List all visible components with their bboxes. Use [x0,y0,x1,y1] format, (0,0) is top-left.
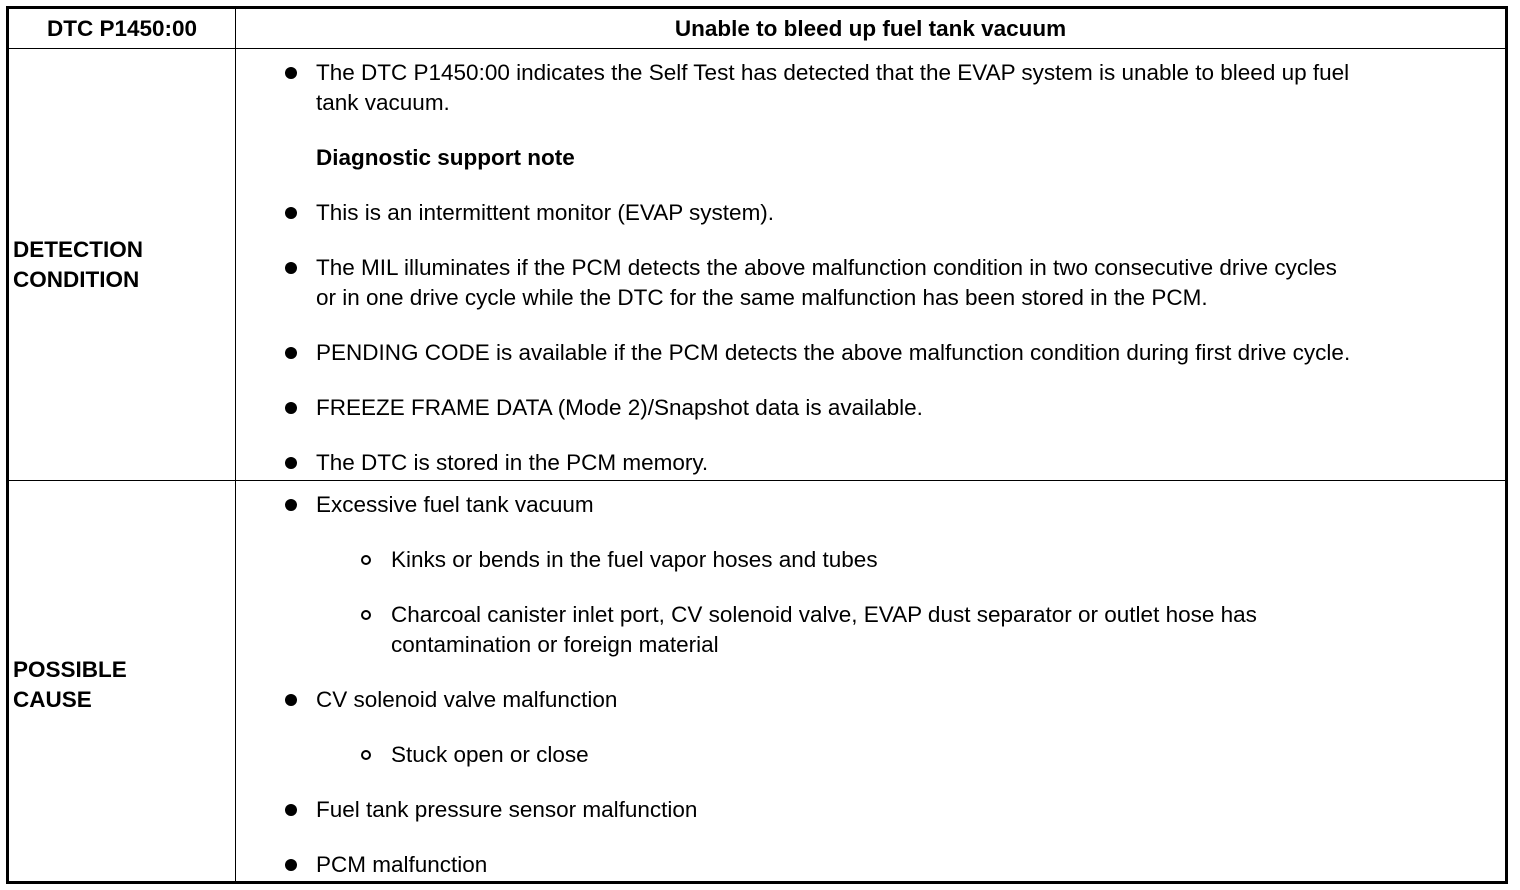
cause-item-2: CV solenoid valve malfunction [316,687,618,712]
detection-item-4-line2: or in one drive cycle while the DTC for the same malfunction has been stored in the PCM. [316,285,1208,310]
cause-subitem-1: Kinks or bends in the fuel vapor hoses and tubes [391,547,878,572]
bullet-icon [285,804,297,816]
bullet-icon [285,67,297,79]
bullet-icon [285,457,297,469]
bullet-icon [285,262,297,274]
cause-item-1: Excessive fuel tank vacuum [316,492,594,517]
detection-item-5: PENDING CODE is available if the PCM detects the above malfunction condition during first drive cycle. [316,340,1351,365]
cause-item-3: Fuel tank pressure sensor malfunction [316,797,698,822]
detection-item-4-line1: The MIL illuminates if the PCM detects the above malfunction condition in two consecutive drive cycles [316,255,1337,280]
bullet-icon [285,207,297,219]
row-divider [9,480,1505,481]
cause-subitem-3: Stuck open or close [391,742,589,767]
bullet-icon [285,347,297,359]
cause-item-4: PCM malfunction [316,852,488,877]
detection-item-3: This is an intermittent monitor (EVAP system). [316,200,775,225]
dtc-code-header: DTC P1450:00 [46,16,198,41]
sub-bullet-icon [361,610,371,620]
bullet-icon [285,859,297,871]
possible-cause-label: POSSIBLE CAUSE [13,657,127,712]
bullet-icon [285,694,297,706]
sub-bullet-icon [361,750,371,760]
diagnostic-support-note-heading: Diagnostic support note [316,145,575,170]
detection-item-1-line1: The DTC P1450:00 indicates the Self Test has detected that the EVAP system is unable to bleed up fuel [316,60,1350,85]
dtc-table [6,6,1508,884]
bullet-icon [285,402,297,414]
detection-condition-label: DETECTION CONDITION [13,237,144,292]
cause-subitem-2-line1: Charcoal canister inlet port, CV solenoid valve, EVAP dust separator or outlet hose has [391,602,1257,627]
sub-bullet-icon [361,555,371,565]
column-divider [235,9,236,881]
dtc-title-header: Unable to bleed up fuel tank vacuum [674,16,1067,41]
bullet-icon [285,499,297,511]
cause-subitem-2-line2: contamination or foreign material [391,632,719,657]
detection-item-7: The DTC is stored in the PCM memory. [316,450,709,475]
detection-item-6: FREEZE FRAME DATA (Mode 2)/Snapshot data is available. [316,395,923,420]
detection-item-1-line2: tank vacuum. [316,90,450,115]
